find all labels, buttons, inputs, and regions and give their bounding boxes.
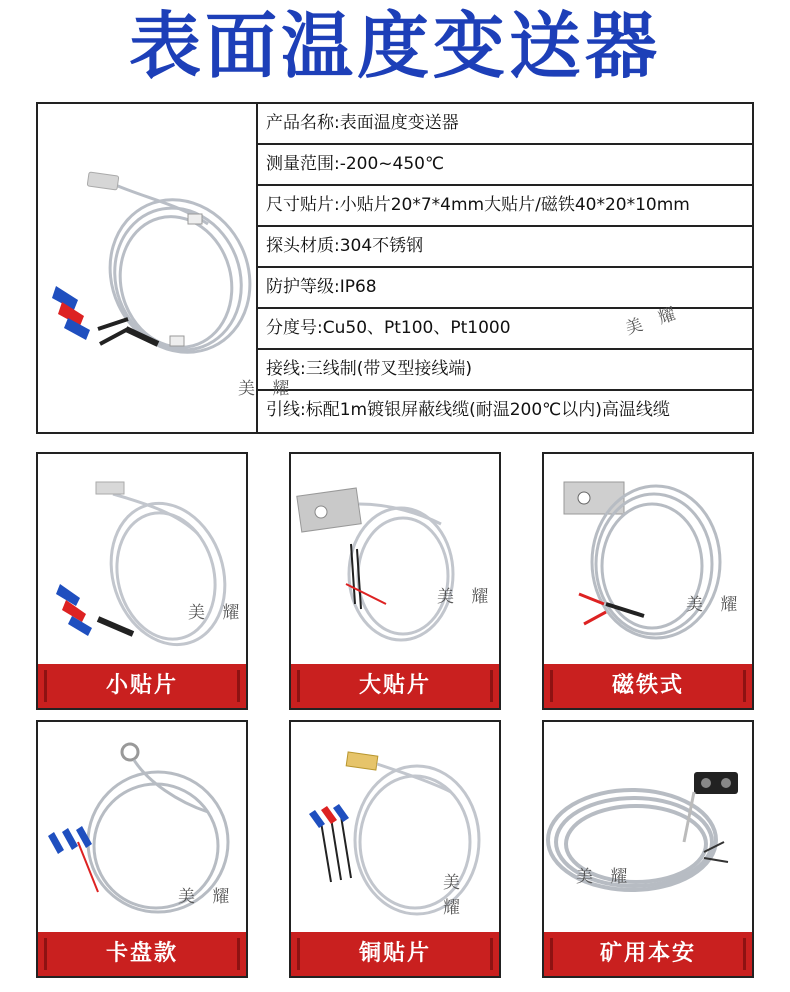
product-card-mine-safe[interactable] [542, 720, 754, 978]
product-card-copper-patch[interactable] [289, 720, 501, 978]
watermark: 美 耀 [178, 887, 236, 907]
product-label: 卡盘款 [38, 932, 246, 976]
watermark: 美 耀 [238, 379, 296, 399]
product-photo-small-patch [38, 104, 258, 432]
product-label: 小贴片 [38, 664, 246, 708]
product-card-small-patch[interactable] [36, 452, 248, 710]
spec-row-protection: 防护等级:IP68 [258, 268, 752, 309]
page-title: 表面温度变送器 [128, 4, 661, 88]
spec-row-wiring: 接线:三线制(带叉型接线端) [258, 350, 752, 391]
watermark: 美 耀 [576, 867, 634, 887]
spec-row-name: 产品名称:表面温度变送器 [258, 104, 752, 145]
product-image [544, 454, 752, 662]
spec-row-size: 尺寸贴片:小贴片20*7*4mm大贴片/磁铁40*20*10mm [258, 186, 752, 227]
product-label: 矿用本安 [544, 932, 752, 976]
spec-card [36, 102, 754, 434]
product-card-clamp[interactable] [36, 720, 248, 978]
spec-row-range: 测量范围:-200~450℃ [258, 145, 752, 186]
spec-table [258, 104, 752, 432]
product-label: 磁铁式 [544, 664, 752, 708]
watermark: 美 耀 [686, 595, 744, 615]
product-label: 大贴片 [291, 664, 499, 708]
watermark: 美 耀 [437, 587, 495, 607]
spec-row-lead: 引线:标配1m镀银屏蔽线缆(耐温200℃以内)高温线缆 [266, 400, 670, 420]
watermark: 美 耀 [188, 603, 246, 623]
product-image [291, 454, 499, 662]
product-card-magnet[interactable] [542, 452, 754, 710]
product-card-large-patch[interactable] [289, 452, 501, 710]
product-label: 铜贴片 [291, 932, 499, 976]
spec-row-graduation: 分度号:Cu50、Pt100、Pt1000 [258, 309, 752, 350]
watermark: 美 耀 [443, 873, 466, 918]
product-image [544, 722, 752, 930]
watermark: 美 耀 [623, 302, 684, 340]
product-image [38, 454, 246, 662]
spec-row-material: 探头材质:304不锈钢 [258, 227, 752, 268]
